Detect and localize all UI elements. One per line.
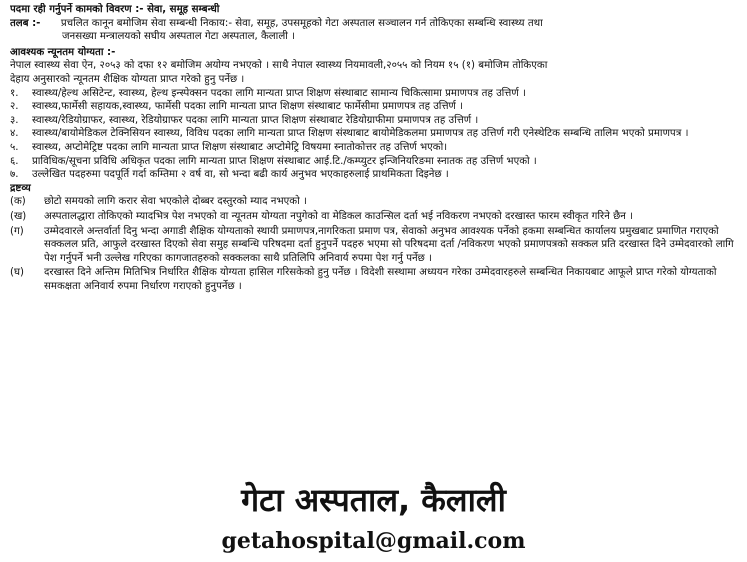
- salary-text-1: प्रचलित कानून बमोजिम सेवा सम्बन्धी निकाय:- सेवा, समूह, उपसमूहको गेटा अस्पताल सञ्चालन गर्न तोकिएका सम्बन्धि स्वास्थ्य तथा: [60, 17, 543, 29]
- note-text: दरखास्त दिने अन्तिम मितिभित्र निर्धारित शैक्षिक योग्यता हासिल गरिसकेको हुनु पर्नेछ । विदेशी सस्थामा अध्ययन गरेका उम्मेदवारहरुले सम्बन्धित निकायबाट आफूले प्राप्त गरेको योग्यताको समकक्षता अनिवार्य रुपमा निर्धारण गराएको हुनुपर्नेछ ।: [44, 267, 717, 292]
- list-item: [10, 155, 737, 169]
- note-text: छोटो समयको लागि करार सेवा भएकोले दोब्बर दस्तुरको म्याद नभएको ।: [44, 196, 307, 208]
- hospital-name: गेटा अस्पताल, कैलाली: [241, 481, 506, 519]
- note-item: [10, 266, 737, 293]
- note-label: (घ): [10, 267, 24, 279]
- contact-email: getahospital@gmail.com: [221, 528, 526, 554]
- note-label: (क): [10, 196, 26, 208]
- item-number: १.: [10, 87, 19, 99]
- item-text: स्वास्थ्य,फार्मेसी सहायक,स्वास्थ्य, फार्मेसी पदका लागि मान्यता प्राप्त शिक्षण संस्थाबाट फार्मेसीमा प्रमाणपत्र तह उत्तिर्ण ।: [32, 101, 463, 113]
- list-item: [10, 114, 737, 128]
- item-text: उल्लेखित पदहरुमा पदपूर्ति गर्दा कम्तिमा २ वर्ष वा, सो भन्दा बढी कार्य अनुभव भएकाहरुलाई प्राथमिकता दिइनेछ ।: [32, 169, 449, 181]
- item-text: स्वास्थ्य, अप्टोमेट्रिष्ट पदका लागि मान्यता प्राप्त शिक्षण संस्थाबाट अप्टोमेट्रि विषयमा स्नातोकोत्तर तह उत्तिर्ण भएको।: [32, 141, 448, 153]
- note-text: उम्मेदवारले अन्तर्वार्ता दिनु भन्दा अगाडी शैक्षिक योग्यताको स्थायी प्रमाणपत्र,नागरिकता प्रमाण पत्र, सेवाको अनुभव आवश्यक पर्नेको हकमा सम्बन्धित कार्यालय प्रमुखबाट प्रमाणित गराएको सक्कलल प्रति, आफुले दरखास्त दिएको सेवा समुह सम्बन्धि परिषदमा दर्ता हुनुपर्ने पदहरु भएमा सो परिषदमा दर्ता /नविकरण भएको प्रमाणपत्रको सक्कल प्रति दरखास्त दिने उम्मेदवारको लागि पेश गर्नुपर्ने भनी उल्लेख गरिएका कागजातहरुको सक्कलका साथै प्रतिलिपि अनिवार्य रुपमा पेश गर्नु पर्नेछ ।: [44, 225, 734, 264]
- item-number: ४.: [10, 128, 19, 140]
- note-text: अस्पतालद्धारा तोकिएको म्यादभित्र पेश नभएको वा न्यूनतम योग्यता नपुगेको वा मेडिकल काउन्सिल दर्ता भई नविकरण नभएको दरखास्त फारम स्वीकृत गरिने छैन ।: [44, 210, 633, 222]
- list-item: [10, 168, 737, 182]
- item-number: ७.: [10, 169, 19, 181]
- item-text: स्वास्थ्य/बायोमेडिकल टेक्निसियन स्वास्थ्य, विविध पदका लागि मान्यता प्राप्त शिक्षण संस्थाबाट बायोमेडिकलमा प्रमाणपत्र तह उत्तिर्ण गरी एनेस्थेटिक सम्बन्धि तालिम भएको प्रमाणपत्र ।: [32, 128, 689, 140]
- list-item: [10, 127, 737, 141]
- salary-label: तलब :-: [10, 17, 41, 29]
- item-text: स्वास्थ्य/हेल्थ असिटेन्ट, स्वास्थ्य, हेल्थ इन्स्पेक्सन पदका लागि मान्यता प्राप्त शिक्षण संस्थाबाट सामान्य चिकित्सामा प्रमाणपत्र तह उत्तिर्ण ।: [32, 87, 526, 99]
- list-item: [10, 100, 737, 114]
- item-number: २.: [10, 101, 19, 113]
- item-number: ३.: [10, 114, 19, 126]
- qualification-intro-2: देहाय अनुसारको न्यूनतम शैक्षिक योग्यता प्राप्त गरेको हुनु पर्नेछ ।: [10, 73, 245, 85]
- salary-line-1: [10, 17, 737, 31]
- note-item: [10, 225, 737, 266]
- note-label: (ग): [10, 225, 24, 237]
- salary-text-2: जनसख्या मन्त्रालयको सघीय अस्पताल गेटा अस्पताल, कैलाली ।: [62, 31, 295, 43]
- item-number: ६.: [10, 155, 19, 167]
- qualification-list: [10, 87, 737, 182]
- list-item: [10, 141, 737, 155]
- item-number: ५.: [10, 141, 19, 153]
- list-item: [10, 87, 737, 101]
- notes-list: [10, 195, 737, 293]
- item-text: प्राविधिक/सूचना प्रविधि अधिकृत पदका लागि मान्यता प्राप्त शिक्षण संस्थाबाट आई.टि./कम्प्युटर इन्जिनियरिङमा स्नातक तह उत्तिर्ण भएको ।: [32, 155, 537, 167]
- notes-heading: द्रष्टव्य: [10, 182, 31, 194]
- note-item: [10, 195, 737, 209]
- note-label: (ख): [10, 210, 27, 222]
- qualification-heading: आवश्यक न्यूनतम योग्यता :-: [10, 46, 116, 58]
- qualification-intro-1: नेपाल स्वास्थ्य सेवा ऐन, २०५३ को दफा १२ बमोजिम अयोग्य नभएको । साथै नेपाल स्वास्थ्य नियमावली,२०५५ को नियम १५ (१) बमोजिम तोकिएका: [10, 60, 548, 72]
- note-item: [10, 210, 737, 224]
- item-text: स्वास्थ्य/रेडियोग्राफर, स्वास्थ्य, रेडियोग्राफर पदका लागि मान्यता प्राप्त शिक्षण संस्थाबाट रेडियोग्राफीमा प्रमाणपत्र तह उत्तिर्ण ।: [32, 114, 479, 126]
- job-description-heading: पदमा रही गर्नुपर्ने कामको विवरण :- सेवा, समूह सम्बन्धी: [10, 4, 220, 15]
